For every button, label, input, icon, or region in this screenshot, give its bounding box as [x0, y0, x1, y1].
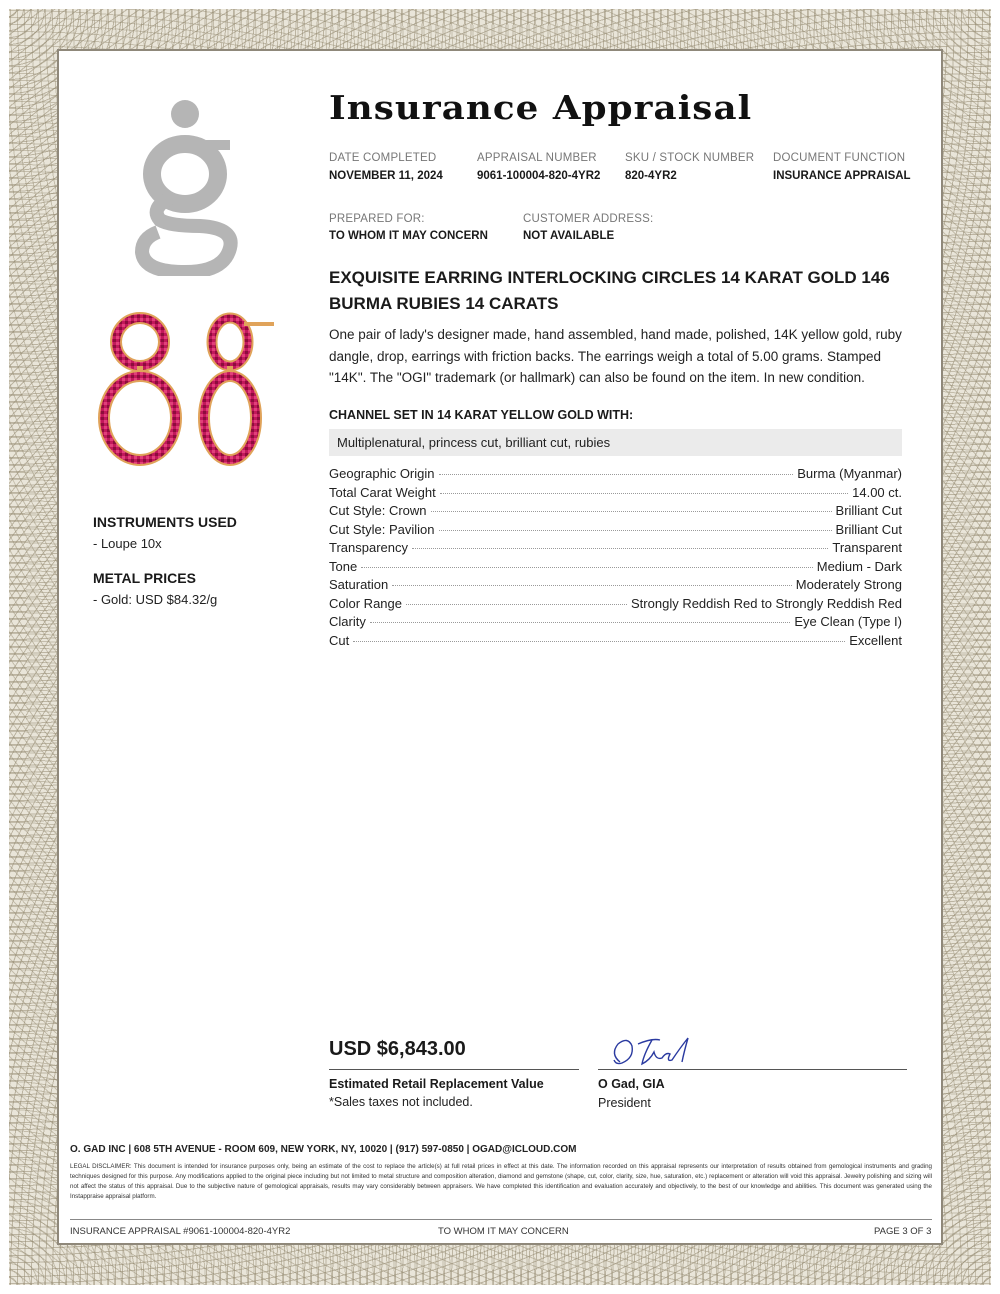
page-title: Insurance Appraisal [329, 88, 753, 127]
ogi-g-logo-icon [130, 96, 240, 276]
price-rule [329, 1069, 579, 1070]
spec-value: Excellent [849, 632, 902, 648]
spec-row [329, 522, 902, 541]
leader-dots [440, 493, 848, 494]
leader-dots [439, 530, 832, 531]
spec-label: Color Range [329, 595, 402, 611]
item-description: One pair of lady's designer made, hand assembled, hand made, polished, 14K yellow gold, ruby dangle, drop, earrings with friction backs. The earrings weigh a total of 5.00 grams. Stamped "14K". The "OGI" trademark (or hallmark) can also be found on the item. In new condition. [329, 327, 902, 385]
footer-rule [70, 1219, 932, 1220]
spec-label: Transparency [329, 540, 408, 555]
spec-value: Burma (Myanmar) [797, 466, 902, 481]
spec-row [329, 559, 902, 578]
spec-label: Clarity [329, 614, 366, 629]
spec-row [329, 466, 902, 485]
date-label: DATE COMPLETED [329, 152, 437, 164]
spec-row [329, 503, 902, 522]
spec-value: 14.00 ct. [852, 484, 902, 500]
signature-rule [598, 1069, 907, 1070]
customer-address-label: CUSTOMER ADDRESS: [523, 213, 654, 225]
spec-value: Brilliant Cut [835, 503, 902, 518]
channel-stones: Multiplenatural, princess cut, brilliant cut, rubies [329, 429, 902, 456]
spec-row [329, 485, 902, 504]
leader-dots [353, 641, 845, 642]
handwritten-signature [608, 1034, 698, 1068]
instruments-item: - Loupe 10x [93, 536, 162, 551]
signer-title: President [598, 1096, 651, 1110]
spec-row [329, 614, 902, 633]
replacement-value: USD $6,843.00 [329, 1038, 466, 1060]
spec-label: Saturation [329, 577, 389, 592]
metal-prices-heading: METAL PRICES [93, 570, 196, 586]
footer-recipient: TO WHOM IT MAY CONCERN [438, 1226, 569, 1237]
channel-heading: CHANNEL SET IN 14 KARAT YELLOW GOLD WITH: [329, 408, 634, 422]
spec-label: Geographic Origin [329, 466, 435, 481]
footer-appraisal-ref: INSURANCE APPRAISAL #9061-100004-820-4YR2 [70, 1226, 291, 1237]
spec-row [329, 540, 902, 559]
price-label: Estimated Retail Replacement Value [329, 1077, 544, 1091]
leader-dots [406, 604, 627, 605]
date-value: NOVEMBER 11, 2024 [329, 170, 443, 182]
metal-prices-item: - Gold: USD $84.32/g [93, 592, 218, 607]
instruments-heading: INSTRUMENTS USED [93, 514, 237, 530]
spec-label: Cut Style: Pavilion [329, 521, 435, 537]
sku-value: 820-4YR2 [625, 170, 677, 182]
spec-row [329, 633, 902, 652]
signer-name: O Gad, GIA [598, 1077, 665, 1091]
prepared-for-label: PREPARED FOR: [329, 213, 425, 225]
document-function-label: DOCUMENT FUNCTION [773, 152, 906, 164]
leader-dots [431, 511, 832, 512]
legal-disclaimer: LEGAL DISCLAIMER: This document is intended for insurance purposes only, being an estimate of the cost to replace the article(s) at full retail prices in effect at this date. The information recorded on this appraisal represents our interpretation of results obtained from gemological instruments and grading techniques designed for this purpose. Any modifications applied to the original piece including but not limited to metal structure and composition alteration, diamond and gemstone (shape, cut, color, clarity, size, hue, saturation, etc.) replacement or alteration will void this appraisal. Jewelry polishing and sizing will not affect the status of this appraisal. Due to the subjective nature of gemological appraisals, results may vary considerably between appraisers. We have completed this identification and evaluation accurately and objectively, to the best of our knowledge and abilities. This document was generated using the Instappraise appraisal platform. [70, 1163, 932, 1200]
leader-dots [392, 585, 792, 586]
spec-label: Cut Style: Crown [329, 503, 427, 518]
leader-dots [412, 548, 828, 549]
footer-page-number: PAGE 3 OF 3 [874, 1226, 932, 1237]
spec-value: Medium - Dark [816, 558, 902, 574]
spec-value: Brilliant Cut [835, 521, 902, 537]
spec-row [329, 577, 902, 596]
spec-label: Tone [329, 558, 358, 574]
spec-label: Cut [329, 632, 350, 648]
spec-value: Moderately Strong [795, 577, 902, 592]
sku-label: SKU / STOCK NUMBER [625, 152, 755, 164]
leader-dots [439, 474, 794, 475]
leader-dots [370, 622, 791, 623]
item-title: EXQUISITE EARRING INTERLOCKING CIRCLES 14 KARAT GOLD 146 BURMA RUBIES 14 CARATS [329, 268, 890, 313]
spec-row [329, 596, 902, 615]
appraisal-number-label: APPRAISAL NUMBER [477, 152, 597, 164]
leader-dots [361, 567, 813, 568]
spec-list [329, 466, 902, 651]
company-address: O. GAD INC | 608 5TH AVENUE - ROOM 609, NEW YORK, NY, 10020 | (917) 597-0850 | OGAD@ICLOUD.COM [70, 1144, 577, 1155]
spec-value: Eye Clean (Type I) [794, 614, 902, 629]
spec-value: Strongly Reddish Red to Strongly Reddish Red [631, 595, 902, 611]
appraisal-number-value: 9061-100004-820-4YR2 [477, 170, 601, 182]
customer-address-value: NOT AVAILABLE [523, 230, 615, 242]
prepared-for-value: TO WHOM IT MAY CONCERN [329, 230, 488, 242]
ruby-earrings-image [92, 312, 282, 482]
tax-note: *Sales taxes not included. [329, 1095, 473, 1109]
document-function-value: INSURANCE APPRAISAL [773, 170, 911, 182]
spec-value: Transparent [832, 540, 902, 555]
spec-label: Total Carat Weight [329, 484, 436, 500]
